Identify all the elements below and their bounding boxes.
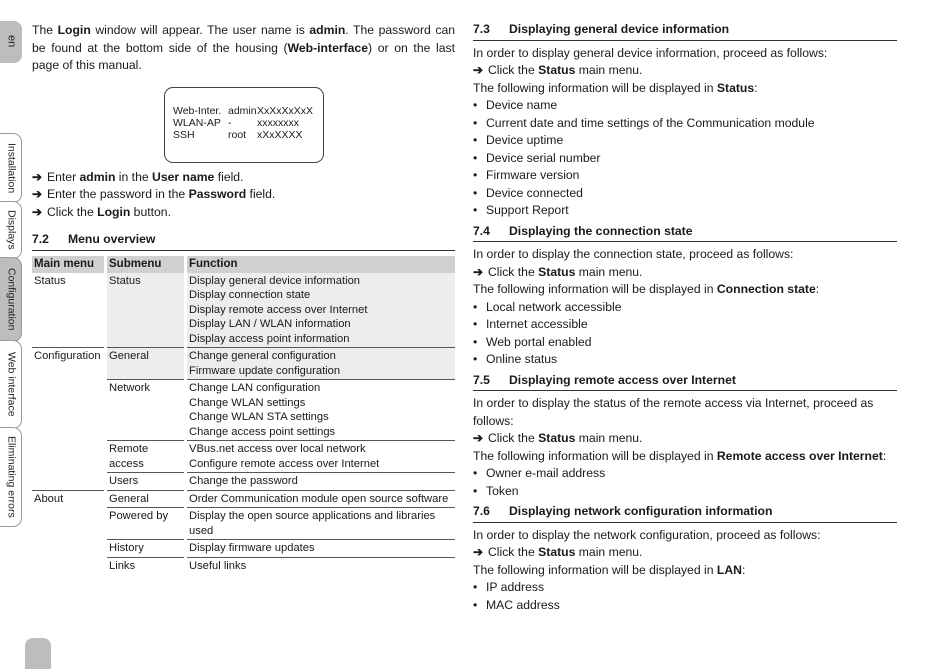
instruction-step: ➔ Click the Status main menu. (473, 62, 897, 80)
submenu-cell: General (106, 490, 186, 508)
function-cell: Display general device information Display connection state Display remote access over Internet Display LAN / WLAN information Display access point information (186, 273, 456, 348)
tab-web-interface[interactable] (0, 340, 22, 429)
function-cell: VBus.net access over local network Configure remote access over Internet (186, 441, 456, 473)
function-cell: Useful links (186, 557, 456, 574)
language-label: en (5, 35, 18, 48)
submenu-cell: Links (106, 557, 186, 574)
left-column (32, 22, 455, 574)
instruction-step: ➔ Click the Status main menu. (473, 264, 897, 282)
main-menu-cell: Status (32, 273, 106, 348)
info-line: The following information will be displayed in LAN: (473, 562, 746, 577)
function-cell: Display the open source applications and libraries used (186, 508, 456, 540)
section-intro: In order to display general device information, proceed as follows: (473, 45, 828, 60)
list-item: • Device serial number (473, 150, 601, 165)
function-cell: Change the password (186, 473, 456, 491)
tab-installation-label: Installation (5, 142, 18, 194)
table-row (32, 348, 455, 380)
main-menu-cell (32, 540, 106, 558)
pwbox-row: SSH root xXxXXXX (173, 128, 303, 141)
arrow-right-icon: ➔ (473, 63, 484, 77)
section-heading-7-4: 7.4 Displaying the connection state (473, 223, 897, 243)
arrow-right-icon: ➔ (32, 204, 43, 219)
step-enter-admin: ➔ Enter admin in the User name field. (32, 169, 455, 187)
function-cell: Change LAN configuration Change WLAN settings Change WLAN STA settings Change access point settings (186, 380, 456, 441)
table-row (32, 540, 455, 558)
function-cell: Order Communication module open source software (186, 490, 456, 508)
submenu-cell: Status (106, 273, 186, 348)
main-menu-cell (32, 380, 106, 441)
list-item: • Support Report (473, 203, 569, 217)
arrow-right-icon: ➔ (473, 545, 484, 559)
list-item: • Internet accessible (473, 317, 588, 331)
submenu-cell: Powered by (106, 508, 186, 540)
list-item: • IP address (473, 580, 545, 594)
pwbox-row: WLAN-AP - xxxxxxxx (173, 116, 299, 129)
list-item: • Device uptime (473, 133, 564, 147)
submenu-cell: Remote access (106, 441, 186, 473)
main-menu-cell (32, 508, 106, 540)
list-item: • Local network accessible (473, 299, 622, 314)
section-7-5-body (473, 395, 897, 500)
list-item: • Current date and time settings of the Communication module (473, 115, 815, 130)
list-item: • Firmware version (473, 168, 580, 182)
tab-configuration-label: Configuration (5, 268, 18, 331)
main-menu-cell: Configuration (32, 348, 106, 380)
list-item: • Token (473, 483, 519, 498)
table-header-row (32, 256, 455, 273)
submenu-cell: Network (106, 380, 186, 441)
main-menu-cell (32, 473, 106, 491)
section-7-6-body (473, 527, 897, 615)
list-item: • Owner e-mail address (473, 466, 606, 480)
table-row (32, 490, 455, 508)
instruction-step: ➔ Click the Status main menu. (473, 430, 897, 448)
submenu-cell: Users (106, 473, 186, 491)
function-cell: Display firmware updates (186, 540, 456, 558)
list-item: • Device name (473, 98, 558, 112)
section-heading-7-2: 7.2 Menu overview (32, 231, 455, 251)
list-item: • Online status (473, 352, 558, 366)
language-tab (0, 21, 22, 63)
step-click-login: ➔ Click the Login button. (32, 204, 455, 222)
section-intro: In order to display the connection state, proceed as follows: (473, 247, 794, 261)
table-row (32, 273, 455, 348)
submenu-cell: History (106, 540, 186, 558)
list-item: • Device connected (473, 185, 583, 200)
info-line: The following information will be displayed in Connection state: (473, 282, 820, 296)
table-row (32, 508, 455, 540)
column-header: Submenu (106, 256, 186, 273)
section-7-3-body (473, 45, 897, 220)
section-heading-7-3: 7.3 Displaying general device information (473, 21, 897, 41)
login-intro-paragraph: The Login window will appear. The user name is admin. The password can be found at the bottom side of the housing (Web-interface) or on the last page of this manual. (32, 23, 456, 72)
tab-eliminating-errors-label: Eliminating errors (5, 436, 18, 518)
submenu-cell: General (106, 348, 186, 380)
table-row (32, 441, 455, 473)
arrow-right-icon: ➔ (32, 187, 43, 201)
section-intro: In order to display the status of the remote access via Internet, proceed as follows: (473, 396, 874, 428)
tab-displays[interactable] (0, 201, 22, 259)
function-cell: Change general configuration Firmware update configuration (186, 348, 456, 380)
arrow-right-icon: ➔ (473, 431, 484, 445)
info-line: The following information will be displayed in Remote access over Internet: (473, 448, 887, 463)
main-menu-cell (32, 557, 106, 574)
table-row (32, 557, 455, 574)
tab-eliminating-errors[interactable] (0, 427, 22, 527)
tab-displays-label: Displays (5, 210, 18, 250)
main-menu-cell: About (32, 490, 106, 508)
list-item: • Web portal enabled (473, 334, 592, 349)
pwbox-row: Web-Inter. admin XxXxXxXxX (173, 104, 314, 117)
arrow-right-icon: ➔ (473, 264, 484, 279)
section-7-4-body (473, 246, 897, 369)
section-heading-7-5: 7.5 Displaying remote access over Internet (473, 372, 897, 392)
login-steps (32, 169, 455, 222)
step-enter-password: ➔ Enter the password in the Password field. (32, 186, 455, 204)
arrow-right-icon: ➔ (32, 169, 43, 184)
tab-configuration[interactable] (0, 257, 22, 342)
section-heading-7-6: 7.6 Displaying network configuration information (473, 503, 897, 523)
table-row (32, 473, 455, 491)
column-header: Main menu (32, 256, 106, 273)
tab-web-interface-label: Web interface (5, 352, 18, 417)
password-label-box (164, 87, 324, 163)
table-row (32, 380, 455, 441)
section-intro: In order to display the network configuration, proceed as follows: (473, 527, 821, 542)
menu-overview-table (32, 256, 455, 575)
instruction-step: ➔ Click the Status main menu. (473, 544, 897, 562)
main-menu-cell (32, 441, 106, 473)
tab-installation[interactable] (0, 133, 22, 203)
info-line: The following information will be displayed in Status: (473, 80, 758, 95)
page-number-tab (25, 638, 51, 669)
list-item: • MAC address (473, 597, 560, 612)
right-column (473, 21, 897, 614)
column-header: Function (186, 256, 456, 273)
